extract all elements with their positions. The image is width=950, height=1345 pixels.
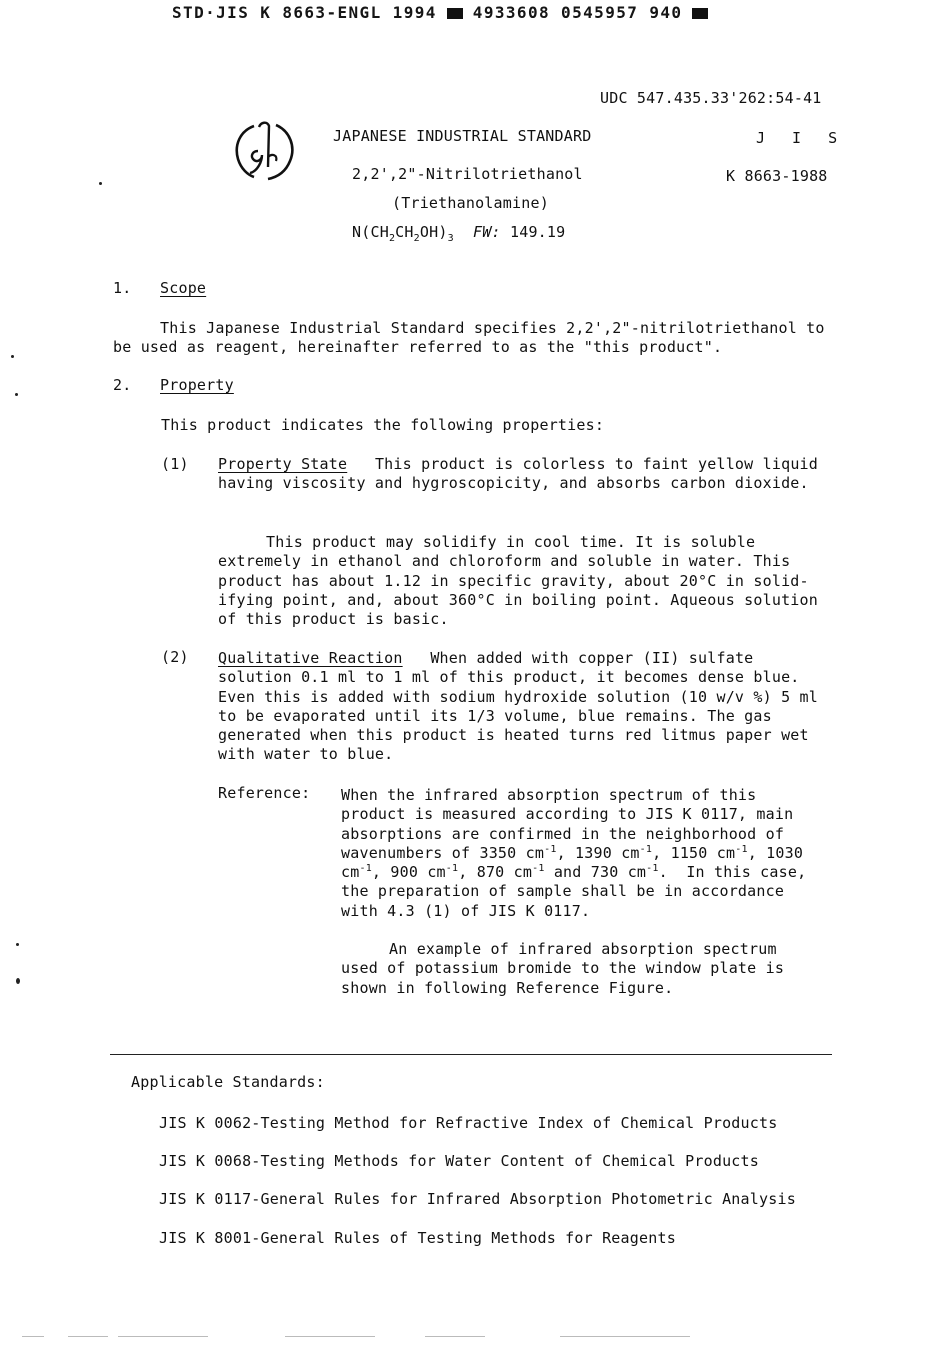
block-mark [447, 8, 463, 19]
reference-label: Reference: [218, 784, 311, 802]
scan-dash [68, 1336, 108, 1337]
scan-dash [118, 1336, 208, 1337]
qualitative-reaction-paragraph: Qualitative Reaction When added with copper (II) sulfate solution 0.1 ml to 1 ml of this product, it becomes dense blue. Even this is added with sodium hydroxide solution (10 w/v %) 5 ml to be evaporated until its 1/3 volume, blue remains. The gas generated when this product is heated turns red litmus paper wet with water to blue. [218, 649, 818, 764]
section-heading: Scope [160, 279, 207, 297]
applicable-item: JIS K 0068-Testing Methods for Water Content of Chemical Products [159, 1152, 759, 1170]
subtitle: (Triethanolamine) [392, 194, 549, 212]
std-code: STD·JIS K 8663-ENGL 1994 [172, 3, 437, 22]
standard-body: JAPANESE INDUSTRIAL STANDARD [333, 127, 592, 145]
section-number: 1. [113, 279, 132, 297]
scope-paragraph: This Japanese Industrial Standard specifies 2,2',2"-nitrilotriethanol to be used as reagent, hereinafter referred to as the "this product". [113, 319, 825, 357]
jis-logo [232, 117, 298, 183]
property-intro: This product indicates the following properties: [161, 416, 605, 434]
scan-dash [285, 1336, 375, 1337]
scan-speck [15, 393, 18, 396]
control-number: 4933608 0545957 940 [472, 3, 683, 22]
scan-dash [560, 1336, 690, 1337]
applicable-item: JIS K 0062-Testing Method for Refractive Index of Chemical Products [159, 1114, 778, 1132]
applicable-item: JIS K 8001-General Rules of Testing Methods for Reagents [159, 1229, 676, 1247]
applicable-heading: Applicable Standards: [131, 1073, 325, 1091]
fw-value: 149.19 [509, 223, 566, 241]
scan-speck [16, 943, 19, 946]
item-title: Property State [218, 455, 348, 473]
scan-speck [99, 182, 102, 185]
applicable-item: JIS K 0117-General Rules for Infrared Absorption Photometric Analysis [159, 1190, 796, 1208]
property-state-paragraph: Property State This product is colorless to faint yellow liquid having viscosity and hygroscopicity, and absorbs carbon dioxide. [218, 455, 819, 493]
property-state-paragraph-2: This product may solidify in cool time. It is soluble extremely in ethanol and chloroform and soluble in water. This product has about 1.12 in specific gravity, about 20°C in solid-ifying point, and, about 360°C in boiling point. Aqueous solution of this product is basic. [218, 533, 818, 629]
section-heading: Property [160, 376, 234, 394]
jis-mark-text: J I S [756, 129, 847, 147]
scan-speck [16, 978, 20, 984]
reference-paragraph: When the infrared absorption spectrum of this product is measured according to JIS K 0117, main absorptions are confirmed in the neighborhood of wavenumbers of 3350 $cm^{-1}$, 1390 $cm^{-1}$, 1150 $cm^{-1}$, 1030 $cm^{-1}$, 900 $cm^{-1}$, 870 $cm^{-1}$ and 730 $cm^{-1}$. In this case, the preparation of sample shall be in accordance with 4.3 (1) of JIS K 0117. [341, 786, 807, 920]
reference-paragraph-2: An example of infrared absorption spectrum used of potassium bromide to the window plate is shown in following Reference Figure. [341, 940, 785, 997]
scan-dash [425, 1336, 485, 1337]
jis-mark-icon [232, 117, 298, 183]
udc-number: UDC 547.435.33'262:54-41 [600, 89, 822, 107]
item-title: Qualitative Reaction [218, 649, 403, 667]
fw-label: FW: [473, 223, 501, 241]
scan-speck [11, 355, 14, 358]
document-code-header [172, 3, 718, 22]
block-mark [692, 8, 708, 19]
chemical-formula: $N(CH_2CH_2OH)_3$ FW: 149.19 [352, 223, 566, 244]
title: 2,2',2"-Nitrilotriethanol [352, 165, 583, 183]
item-number: (2) [161, 648, 189, 666]
footnote-divider [110, 1054, 832, 1055]
item-number: (1) [161, 455, 189, 473]
jis-number: K 8663-1988 [726, 167, 828, 185]
scan-dash [22, 1336, 44, 1337]
section-number: 2. [113, 376, 132, 394]
